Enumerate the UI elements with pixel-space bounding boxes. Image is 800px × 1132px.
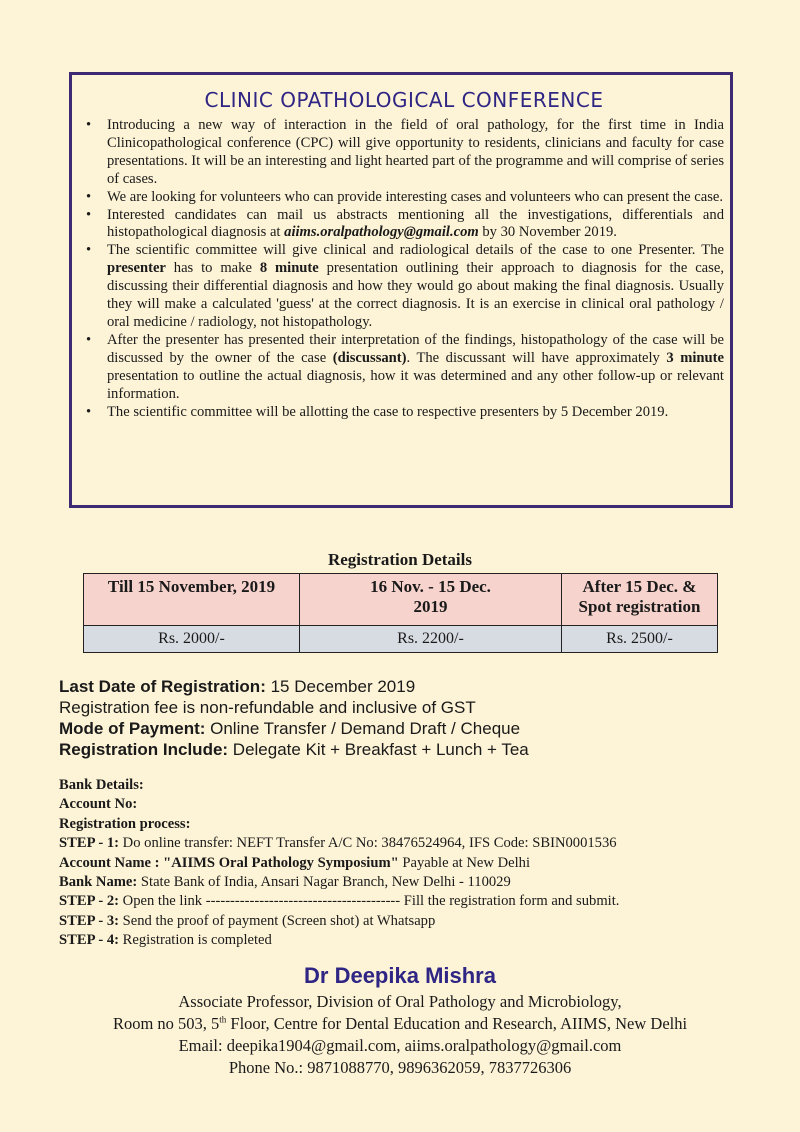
header-16nov-15dec: 16 Nov. - 15 Dec. 2019 xyxy=(300,574,562,626)
step-1: STEP - 1: Do online transfer: NEFT Transfer A/C No: 38476524964, IFS Code: SBIN0001536 xyxy=(59,835,617,852)
contact-email[interactable]: Email: deepika1904@gmail.com, aiims.oralpathology@gmail.com xyxy=(178,1036,622,1055)
contact-section xyxy=(0,962,800,1079)
contact-name: Dr Deepika Mishra xyxy=(304,963,496,988)
fee-after-15dec: Rs. 2500/- xyxy=(562,626,718,653)
header-after-15dec: After 15 Dec. & Spot registration xyxy=(562,574,718,626)
account-name: Account Name : "AIIMS Oral Pathology Symposium" Payable at New Delhi xyxy=(59,854,531,871)
cpc-bullet-4: • The scientific committee will give clinical and radiological details of the case to one Presenter. The presenter has to make 8 minute presentation outlining their approach to diagnosis for the case, discussing their differential diagnosis and how they would go about making the final diagnosis. Usually they will make a calculated 'guess' at the correct diagnosis. It is an exercise in clinical oral pathology / oral medicine / radiology, not histopathology. xyxy=(84,242,724,332)
step-3: STEP - 3: Send the proof of payment (Screen shot) at Whatsapp xyxy=(59,912,436,929)
step-4: STEP - 4: Registration is completed xyxy=(59,932,272,949)
fee-16nov-15dec: Rs. 2200/- xyxy=(300,626,562,653)
cpc-bullet-5: • After the presenter has presented their interpretation of the findings, histopathology of the case will be discussed by the owner of the case (discussant). The discussant will have approximately 3 minute presentation to outline the actual diagnosis, how it was determined and any other follow-up or relevant information. xyxy=(84,332,724,404)
account-no-label: Account No: xyxy=(59,796,138,813)
bank-name: Bank Name: State Bank of India, Ansari Nagar Branch, New Delhi - 110029 xyxy=(59,874,511,891)
contact-phone: Phone No.: 9871088770, 9896362059, 7837726306 xyxy=(228,1058,572,1077)
cpc-bullet-3: • Interested candidates can mail us abstracts mentioning all the investigations, differentials and histopathological diagnosis at aiims.oralpathology@gmail.com by 30 November 2019. xyxy=(84,207,724,243)
fee-note: Registration fee is non-refundable and inclusive of GST xyxy=(59,698,476,717)
cpc-bullet-list xyxy=(84,117,724,421)
abstract-email-link[interactable]: aiims.oralpathology@gmail.com xyxy=(284,224,479,241)
cpc-bullet-1: • Introducing a new way of interaction in the field of oral pathology, for the first time in India Clinicopathological conference (CPC) will give opportunity to residents, clinicians and faculty for case presentations. It will be an interesting and light hearted part of the programme and will comprise of series of cases. xyxy=(84,117,724,189)
payment-mode-line: Mode of Payment: Online Transfer / Demand Draft / Cheque xyxy=(59,719,521,738)
registration-title: Registration Details xyxy=(327,550,472,569)
registration-include-line: Registration Include: Delegate Kit + Breakfast + Lunch + Tea xyxy=(59,740,529,759)
step-2: STEP - 2: Open the link ---------------------------------------- Fill the registration form and submit. xyxy=(59,893,620,910)
cpc-bullet-2: • We are looking for volunteers who can provide interesting cases and volunteers who can present the case. xyxy=(84,189,724,207)
fee-till-15-nov: Rs. 2000/- xyxy=(84,626,300,653)
contact-address: Room no 503, 5th Floor, Centre for Dental Education and Research, AIIMS, New Delhi xyxy=(112,1014,688,1033)
registration-process-label: Registration process: xyxy=(59,815,191,832)
registration-info xyxy=(59,676,529,760)
cpc-section xyxy=(69,72,733,508)
cpc-title: CLINIC OPATHOLOGICAL CONFERENCE xyxy=(204,88,604,112)
bank-section xyxy=(59,776,619,951)
registration-header-row xyxy=(84,574,718,626)
registration-table xyxy=(83,573,718,653)
bank-details-label: Bank Details: xyxy=(59,777,144,793)
registration-fee-row xyxy=(84,626,718,653)
contact-designation: Associate Professor, Division of Oral Pathology and Microbiology, xyxy=(178,992,622,1011)
cpc-bullet-6: • The scientific committee will be allotting the case to respective presenters by 5 December 2019. xyxy=(84,404,724,422)
header-till-15-nov: Till 15 November, 2019 xyxy=(84,574,300,626)
last-date-line: Last Date of Registration: 15 December 2019 xyxy=(59,677,416,696)
